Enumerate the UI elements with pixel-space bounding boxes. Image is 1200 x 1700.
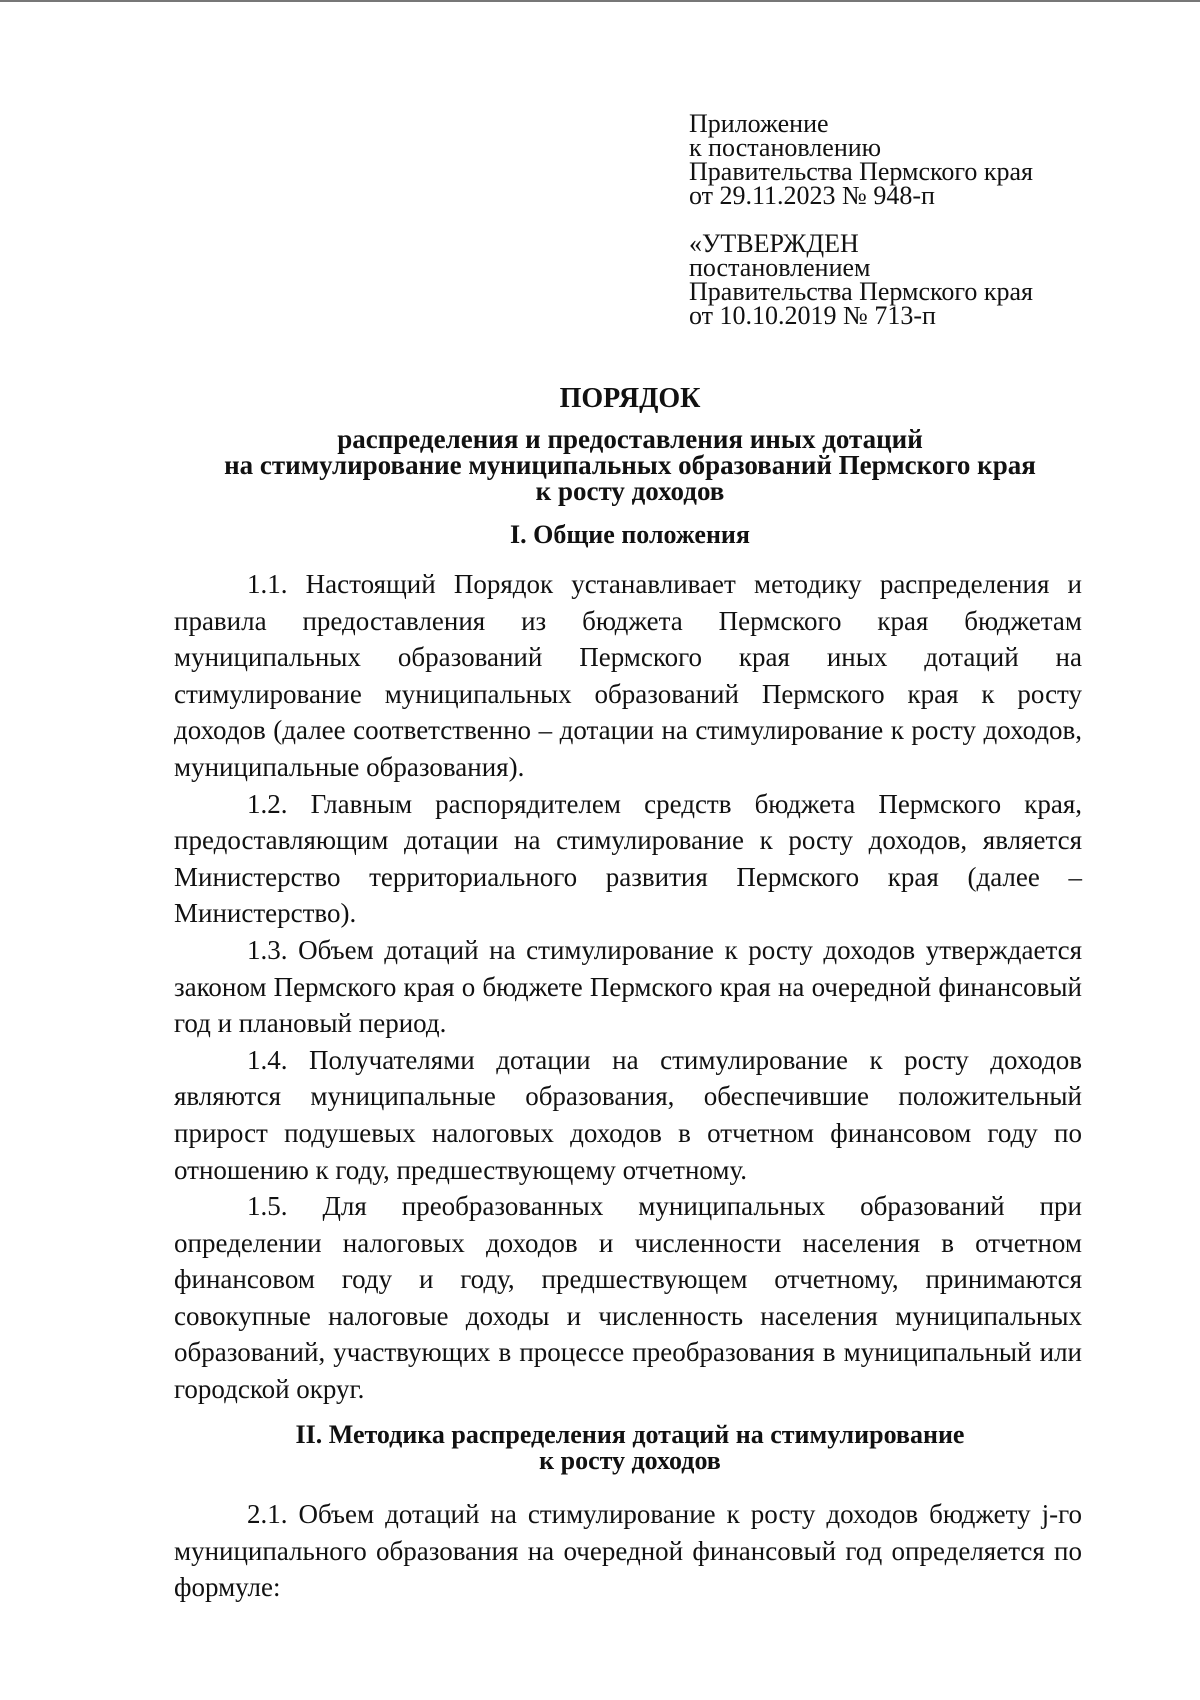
paragraph-1-2: 1.2. Главным распорядителем средств бюджета Пермского края, предоставляющим дотации на стимулирование к росту доходов, является Министерство территориального развития Пермского края (далее – Министерство). (174, 788, 1082, 929)
section-2-body (174, 1496, 1082, 1606)
document-title: ПОРЯДОК (559, 383, 701, 414)
approval-line: Правительства Пермского края (689, 157, 1033, 186)
paragraph-1-3: 1.3. Объем дотаций на стимулирование к росту доходов утверждается законом Пермского края о бюджете Пермского края на очередной финансовый год и плановый период. (174, 934, 1082, 1039)
subtitle-line: к росту доходов (535, 476, 725, 506)
section-heading-line: к росту доходов (539, 1446, 721, 1475)
section-1-heading: I. Общие положения (510, 520, 750, 549)
subtitle-line: распределения и предоставления иных дотаций (337, 424, 923, 454)
scan-top-border (0, 0, 1200, 2)
approval-line: постановлением (689, 253, 871, 282)
paragraph-1-1: 1.1. Настоящий Порядок устанавливает методику распределения и правила предоставления из бюджета Пермского края бюджетам муниципальных образований Пермского края иных дотаций на стимулирование муниципальных образований Пермского края к росту доходов (далее соответственно – дотации на стимулирование к росту доходов, муниципальные образования). (174, 569, 1082, 782)
approval-line: Приложение (689, 109, 829, 138)
section-heading-line: II. Методика распределения дотаций на стимулирование (295, 1420, 965, 1449)
section-2-heading (0, 1422, 1200, 1474)
paragraph-1-5: 1.5. Для преобразованных муниципальных образований при определении налоговых доходов и численности населения в отчетном финансовом году и году, предшествующем отчетному, принимаются совокупные налоговые доходы и численность населения муниципальных образований, участвующих в процессе преобразования в муниципальный или городской округ. (174, 1191, 1082, 1405)
section-1-body (174, 566, 1082, 1408)
approval-line: от 10.10.2019 № 713-п (689, 301, 936, 330)
approval-line: «УТВЕРЖДЕН (689, 229, 859, 258)
subtitle-line: на стимулирование муниципальных образований Пермского края (224, 450, 1036, 480)
document-subtitle (0, 426, 1200, 504)
approval-line: к постановлению (689, 133, 882, 162)
approval-line: от 29.11.2023 № 948-п (689, 181, 935, 210)
approval-block-appendix (689, 109, 1033, 210)
approval-line: Правительства Пермского края (689, 277, 1033, 306)
approval-block-approved (689, 229, 1033, 330)
paragraph-1-4: 1.4. Получателями дотации на стимулирование к росту доходов являются муниципальные образования, обеспечившие положительный прирост подушевых налоговых доходов в отчетном финансовом году по отношению к году, предшествующему отчетному. (174, 1044, 1082, 1185)
paragraph-2-1: 2.1. Объем дотаций на стимулирование к росту доходов бюджету j-го муниципального образования на очередной финансовый год определяется по формуле: (174, 1499, 1082, 1603)
